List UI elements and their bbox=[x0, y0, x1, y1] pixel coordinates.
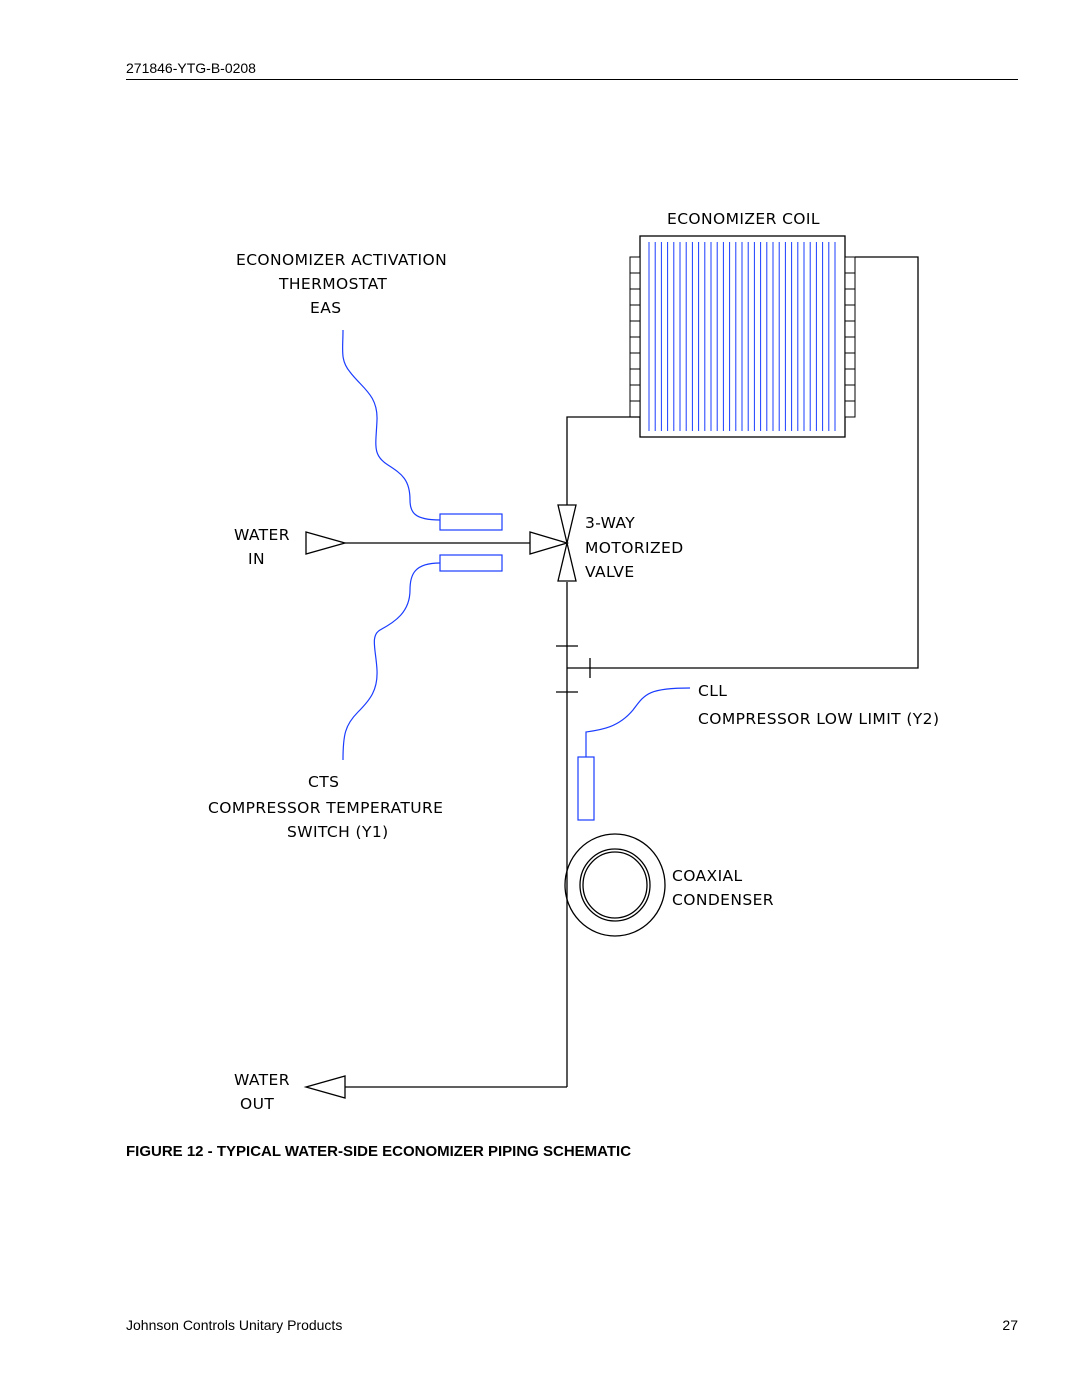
cts-label-line1: CTS bbox=[308, 773, 340, 791]
eas-label-line1: ECONOMIZER ACTIVATION bbox=[236, 251, 448, 269]
eas-sensor-bulb bbox=[440, 514, 502, 530]
coil-header-stub bbox=[845, 273, 855, 289]
figure-caption: FIGURE 12 - TYPICAL WATER-SIDE ECONOMIZER PIPING SCHEMATIC bbox=[126, 1143, 632, 1160]
cts-label-line3: SWITCH (Y1) bbox=[287, 823, 389, 841]
coil-fins bbox=[649, 242, 835, 431]
coil-header-stub bbox=[630, 289, 640, 305]
coil-header-stub bbox=[630, 321, 640, 337]
coil-header-stub bbox=[845, 289, 855, 305]
coil-header-stub bbox=[630, 353, 640, 369]
water-out-arrow bbox=[306, 1076, 345, 1098]
cll-capillary bbox=[586, 688, 690, 757]
cts-label-line2: COMPRESSOR TEMPERATURE bbox=[208, 799, 444, 817]
economizer-coil-label: ECONOMIZER COIL bbox=[667, 210, 820, 228]
coil-header-stub bbox=[630, 337, 640, 353]
coil-header-stub bbox=[630, 369, 640, 385]
coil-header-stub bbox=[845, 257, 855, 273]
valve-label-line2: MOTORIZED bbox=[585, 539, 684, 557]
coil-header-stub bbox=[845, 337, 855, 353]
water-out-label-line2: OUT bbox=[240, 1095, 275, 1113]
water-in-arrow bbox=[306, 532, 345, 554]
water-in-label-line1: WATER bbox=[234, 526, 290, 544]
coil-header-stub bbox=[845, 305, 855, 321]
valve-label-line3: VALVE bbox=[585, 563, 635, 581]
eas-capillary bbox=[343, 330, 440, 520]
footer-company: Johnson Controls Unitary Products bbox=[126, 1317, 343, 1333]
coaxial-label-line2: CONDENSER bbox=[672, 891, 774, 909]
coil-header-stub bbox=[845, 321, 855, 337]
cts-sensor-bulb bbox=[440, 555, 502, 571]
page-number: 27 bbox=[1002, 1317, 1018, 1333]
coil-header-stub bbox=[630, 401, 640, 417]
coaxial-label-line1: COAXIAL bbox=[672, 867, 743, 885]
coil-header-stub bbox=[845, 369, 855, 385]
water-out-label-line1: WATER bbox=[234, 1071, 290, 1089]
valve-label-line1: 3-WAY bbox=[585, 514, 636, 532]
coil-header-stub bbox=[845, 385, 855, 401]
eas-label-line3: EAS bbox=[310, 299, 342, 317]
cll-label-line2: COMPRESSOR LOW LIMIT (Y2) bbox=[698, 710, 940, 728]
coil-header-stub bbox=[630, 305, 640, 321]
economizer-coil bbox=[630, 236, 855, 437]
coil-header-stub bbox=[630, 273, 640, 289]
coil-header-stub bbox=[845, 353, 855, 369]
cts-capillary bbox=[343, 563, 440, 760]
three-way-motorized-valve bbox=[530, 505, 576, 581]
coil-header-stub bbox=[630, 385, 640, 401]
coil-header-stub bbox=[845, 401, 855, 417]
eas-label-line2: THERMOSTAT bbox=[279, 275, 388, 293]
coil-header-stub bbox=[630, 257, 640, 273]
cll-label-line1: CLL bbox=[698, 682, 728, 700]
water-in-label-line2: IN bbox=[248, 550, 265, 568]
cll-sensor-bulb bbox=[578, 757, 594, 820]
document-id: 271846-YTG-B-0208 bbox=[126, 60, 256, 76]
coil-supply-pipe bbox=[567, 417, 640, 506]
coaxial-condenser bbox=[565, 834, 665, 936]
